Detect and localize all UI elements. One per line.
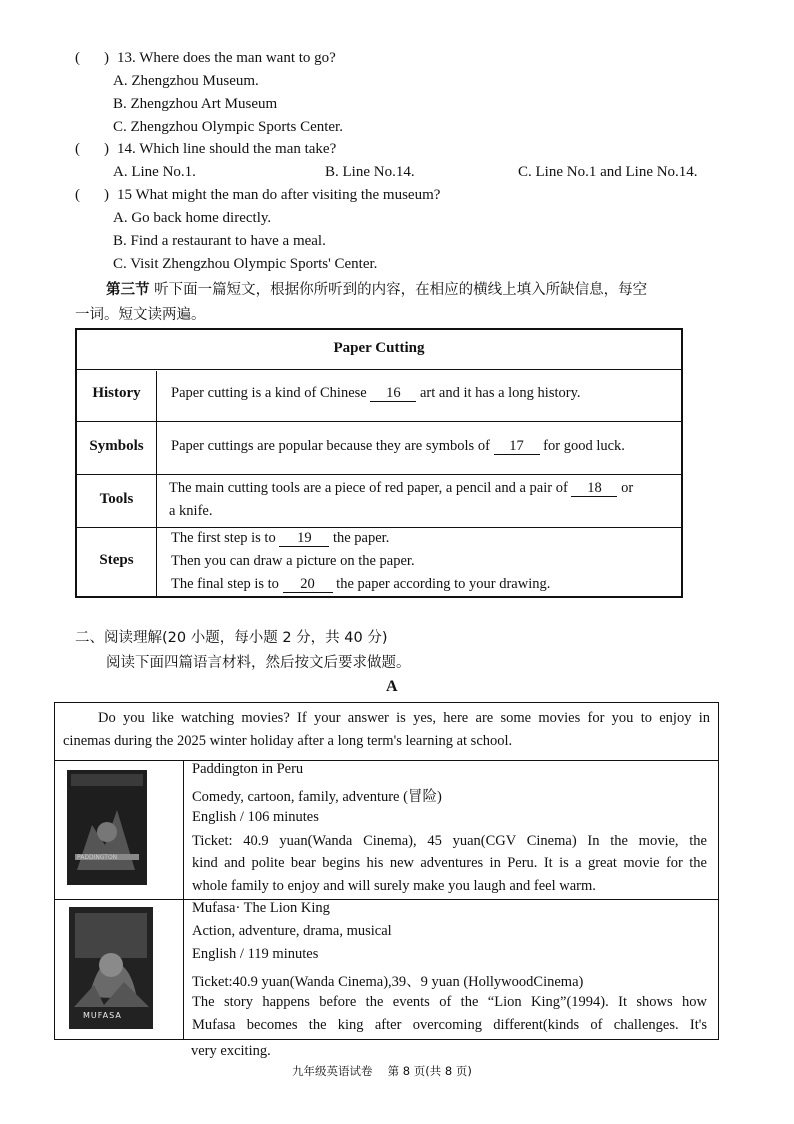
- row-label-steps: Steps: [99, 552, 134, 568]
- divider: [77, 369, 681, 370]
- poster-art: [67, 770, 147, 885]
- part2-heading: 二、阅读理解(20 小题，每小题 2 分，共 40 分): [75, 630, 388, 646]
- movie1-lang: English / 106 minutes: [192, 809, 319, 825]
- table-title: Paper Cutting: [333, 340, 425, 356]
- option-b: B. Zhengzhou Art Museum: [113, 96, 278, 112]
- divider: [77, 474, 681, 475]
- section3-line1: [106, 278, 647, 299]
- blank-18[interactable]: 18: [571, 481, 617, 497]
- row-label-symbols: Symbols: [89, 438, 144, 454]
- section3-line2: 一词。短文读两遍。: [75, 307, 206, 323]
- divider: [77, 421, 681, 422]
- movie2-desc-1: The story happens before the events of the “Lion King”(1994). It shows how: [192, 994, 707, 1010]
- question-text: 13. Where does the man want to go?: [117, 50, 336, 66]
- page-footer: 九年级英语试卷 第 8 页(共 8 页): [292, 1064, 472, 1078]
- divider: [156, 371, 157, 596]
- movie2-ticket: Ticket:40.9 yuan(Wanda Cinema),39、9 yuan (HollywoodCinema): [192, 974, 584, 990]
- divider: [55, 760, 718, 761]
- steps-line1: The first step is to 19 the paper.: [171, 530, 390, 546]
- movie2-genre: Action, adventure, drama, musical: [192, 923, 392, 939]
- mufasa-poster-image: [69, 907, 153, 1029]
- section3-label: 第三节: [106, 282, 150, 298]
- blank-16[interactable]: 16: [370, 386, 416, 402]
- blank-20[interactable]: 20: [283, 577, 333, 593]
- intro-line1: Do you like watching movies? If your answer is yes, here are some movies for you to enjoy in: [98, 710, 710, 726]
- movie1-desc-1: Ticket: 40.9 yuan(Wanda Cinema), 45 yuan(CGV Cinema) In the movie, the: [192, 833, 707, 849]
- movie1-desc-3: whole family to enjoy and will surely make you laugh and feel warm.: [192, 878, 596, 894]
- tools-text-line2: a knife.: [169, 503, 213, 519]
- row-label-history: History: [92, 385, 141, 401]
- paper-cutting-table: [75, 328, 683, 598]
- answer-paren[interactable]: ( ): [75, 187, 109, 203]
- movie2-lang: English / 119 minutes: [192, 946, 319, 962]
- question-text: 14. Which line should the man take?: [117, 141, 337, 157]
- row-label-tools: Tools: [99, 491, 134, 507]
- section3-instruction: 听下面一篇短文，根据你所听到的内容，在相应的横线上填入所缺信息，每空: [154, 282, 648, 298]
- intro-line2: cinemas during the 2025 winter holiday after a long term's learning at school.: [63, 733, 513, 749]
- steps-line2: Then you can draw a picture on the paper.: [171, 553, 415, 569]
- movie2-desc-3: very exciting.: [191, 1043, 271, 1059]
- symbols-text: Paper cuttings are popular because they are symbols of 17 for good luck.: [171, 438, 625, 454]
- poster-title: MUFASA: [83, 1011, 122, 1020]
- divider: [77, 527, 681, 528]
- option-a: A. Line No.1.: [113, 164, 196, 180]
- option-a: A. Zhengzhou Museum.: [113, 73, 259, 89]
- option-c: C. Visit Zhengzhou Olympic Sports' Center.: [113, 256, 378, 272]
- tools-text: The main cutting tools are a piece of red paper, a pencil and a pair of 18 or: [169, 480, 634, 496]
- blank-17[interactable]: 17: [494, 439, 540, 455]
- blank-19[interactable]: 19: [279, 531, 329, 547]
- option-c: C. Line No.1 and Line No.14.: [518, 164, 698, 180]
- steps-line3: The final step is to 20 the paper according to your drawing.: [171, 576, 551, 592]
- option-a: A. Go back home directly.: [113, 210, 272, 226]
- option-c: C. Zhengzhou Olympic Sports Center.: [113, 119, 343, 135]
- part2-instruction: 阅读下面四篇语言材料，然后按文后要求做题。: [106, 655, 411, 671]
- movie-table: [54, 702, 719, 1040]
- option-b: B. Find a restaurant to have a meal.: [113, 233, 326, 249]
- answer-paren[interactable]: ( ): [75, 141, 109, 157]
- poster-title: PADDINGTON: [77, 854, 118, 861]
- movie2-desc-2: Mufasa becomes the king after overcoming different(kinds of challenges. It's: [192, 1017, 707, 1033]
- divider: [183, 760, 184, 1039]
- option-b: B. Line No.14.: [325, 164, 415, 180]
- question-text: 15 What might the man do after visiting the museum?: [117, 187, 441, 203]
- movie1-title: Paddington in Peru: [192, 761, 304, 777]
- divider: [55, 899, 718, 900]
- history-text: Paper cutting is a kind of Chinese 16 art and it has a long history.: [171, 385, 581, 401]
- movie1-desc-2: kind and polite bear begins his new adventures in Peru. It is a great movie for the: [192, 855, 707, 871]
- movie1-genre: Comedy, cartoon, family, adventure (冒险): [192, 789, 442, 805]
- answer-paren[interactable]: ( ): [75, 50, 109, 66]
- paddington-poster-image: [67, 770, 147, 885]
- movie2-title: Mufasa· The Lion King: [192, 900, 330, 916]
- passage-letter: A: [386, 678, 398, 695]
